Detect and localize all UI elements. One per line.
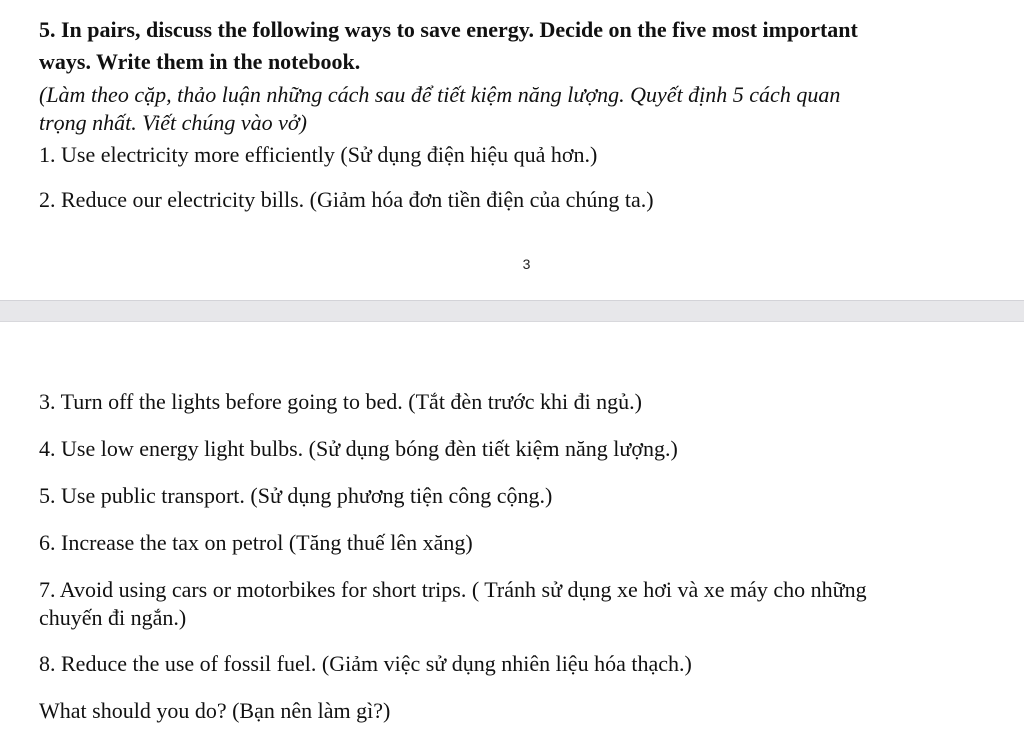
list-item: 8. Reduce the use of fossil fuel. (Giảm việc sử dụng nhiên liệu hóa thạch.) <box>39 651 692 676</box>
list-item: 1. Use electricity more efficiently (Sử dụng điện hiệu quả hơn.) <box>39 142 598 167</box>
list-item: 2. Reduce our electricity bills. (Giảm hóa đơn tiền điện của chúng ta.) <box>39 187 654 212</box>
question-text: What should you do? (Bạn nên làm gì?) <box>39 698 391 723</box>
exercise-heading-line-1: 5. In pairs, discuss the following ways to save energy. Decide on the five most important <box>39 17 858 42</box>
document-page-bottom <box>0 322 1024 731</box>
translation-line-1: (Làm theo cặp, thảo luận những cách sau để tiết kiệm năng lượng. Quyết định 5 cách quan <box>39 82 841 107</box>
list-item: 6. Increase the tax on petrol (Tăng thuế lên xăng) <box>39 530 473 555</box>
list-item: 7. Avoid using cars or motorbikes for short trips. ( Tránh sử dụng xe hơi và xe máy cho những <box>39 577 867 602</box>
translation-line-2: trọng nhất. Viết chúng vào vở) <box>39 110 307 135</box>
list-item: 4. Use low energy light bulbs. (Sử dụng bóng đèn tiết kiệm năng lượng.) <box>39 436 678 461</box>
list-item: 3. Turn off the lights before going to bed. (Tắt đèn trước khi đi ngủ.) <box>39 389 643 414</box>
page-separator <box>0 300 1024 322</box>
exercise-heading-line-2: ways. Write them in the notebook. <box>39 49 361 74</box>
page-number: 3 <box>522 256 531 272</box>
document-page-top <box>0 0 1024 300</box>
list-item: 5. Use public transport. (Sử dụng phương tiện công cộng.) <box>39 483 553 508</box>
list-item-continuation: chuyến đi ngắn.) <box>39 605 187 630</box>
